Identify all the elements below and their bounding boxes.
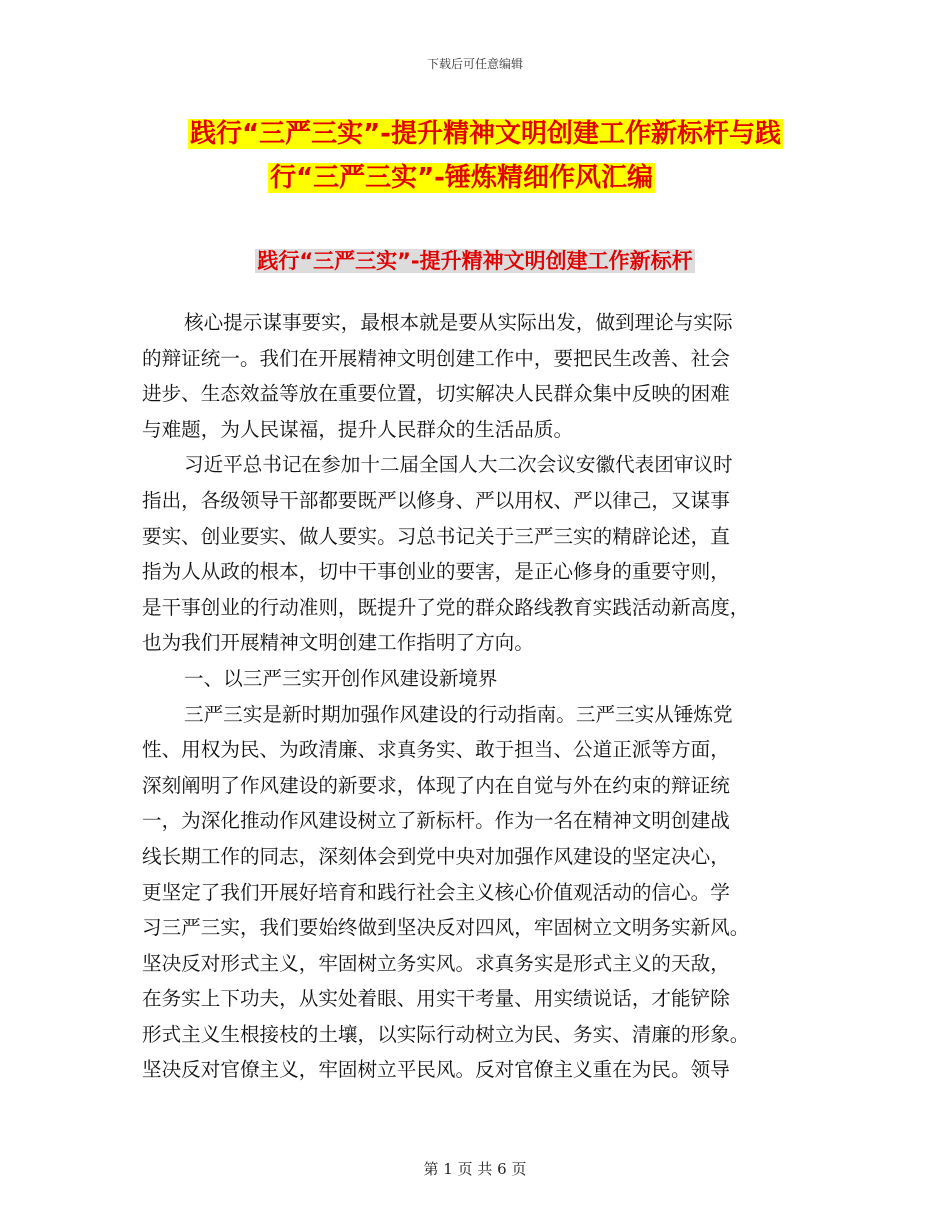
text-line: 性、用权为民、为政清廉、求真务实、敢于担当、公道正派等方面， bbox=[142, 738, 730, 762]
text-line: 一、以三严三实开创作风建设新境界 bbox=[184, 666, 498, 690]
text-line: 习三严三实，我们要始终做到坚决反对四风，牢固树立文明务实新风。 bbox=[142, 916, 750, 940]
text-line: 指为人从政的根本，切中干事创业的要害，是正心修身的重要守则， bbox=[142, 560, 730, 584]
text-line: 指出，各级领导干部都要既严以修身、严以用权、严以律己，又谋事 bbox=[142, 488, 730, 512]
text-line: 一，为深化推动作风建设树立了新标杆。作为一名在精神文明创建战 bbox=[142, 809, 730, 833]
section-title bbox=[0, 246, 950, 276]
text-line: 也为我们开展精神文明创建工作指明了方向。 bbox=[142, 631, 534, 655]
text-line: 三严三实是新时期加强作风建设的行动指南。三严三实从锤炼党 bbox=[184, 702, 733, 726]
title-line-1: 践行“三严三实”-提升精神文明创建工作新标杆与践 bbox=[190, 119, 781, 149]
text-line: 形式主义生根接枝的土壤，以实际行动树立为民、务实、清廉的形象。 bbox=[142, 1022, 750, 1046]
text-line: 坚决反对形式主义，牢固树立务实风。求真务实是形式主义的天敌， bbox=[142, 951, 730, 975]
text-line: 更坚定了我们开展好培育和践行社会主义核心价值观活动的信心。学 bbox=[142, 880, 730, 904]
document-title-line bbox=[140, 112, 860, 156]
title-line-2: 行“三严三实”-锤炼精细作风汇编 bbox=[270, 163, 653, 193]
text-line: 是干事创业的行动准则，既提升了党的群众路线教育实践活动新高度， bbox=[142, 595, 750, 619]
text-line: 与难题，为人民谋福，提升人民群众的生活品质。 bbox=[142, 417, 574, 441]
section-heading-1 bbox=[142, 661, 812, 697]
document-title-line bbox=[140, 156, 860, 200]
section-title-text: 践行“三严三实”-提升精神文明创建工作新标杆 bbox=[257, 249, 693, 273]
text-line: 习近平总书记在参加十二届全国人大二次会议安徽代表团审议时 bbox=[184, 453, 733, 477]
text-line: 在务实上下功夫，从实处着眼、用实干考量、用实绩说话，才能铲除 bbox=[142, 987, 730, 1011]
paragraph-2 bbox=[142, 447, 812, 661]
page-header: 下载后可任意编辑 bbox=[426, 57, 523, 71]
text-line: 进步、生态效益等放在重要位置，切实解决人民群众集中反映的困难 bbox=[142, 382, 730, 406]
text-line: 深刻阐明了作风建设的新要求，体现了内在自觉与外在约束的辩证统 bbox=[142, 773, 730, 797]
text-line: 核心提示谋事要实，最根本就是要从实际出发，做到理论与实际 bbox=[184, 311, 733, 334]
paragraph-3 bbox=[142, 697, 812, 1089]
text-line: 坚决反对官僚主义，牢固树立平民风。反对官僚主义重在为民。领导 bbox=[142, 1058, 730, 1082]
document-title bbox=[140, 112, 860, 200]
text-line: 要实、创业要实、做人要实。习总书记关于三严三实的精辟论述，直 bbox=[142, 524, 730, 548]
paragraph-1 bbox=[142, 305, 812, 447]
text-line: 的辩证统一。我们在开展精神文明创建工作中，要把民生改善、社会 bbox=[142, 346, 730, 370]
text-line: 线长期工作的同志，深刻体会到党中央对加强作风建设的坚定决心， bbox=[142, 844, 730, 868]
page-footer: 第 1 页 共 6 页 bbox=[423, 1160, 527, 1178]
body-text bbox=[142, 305, 812, 1088]
